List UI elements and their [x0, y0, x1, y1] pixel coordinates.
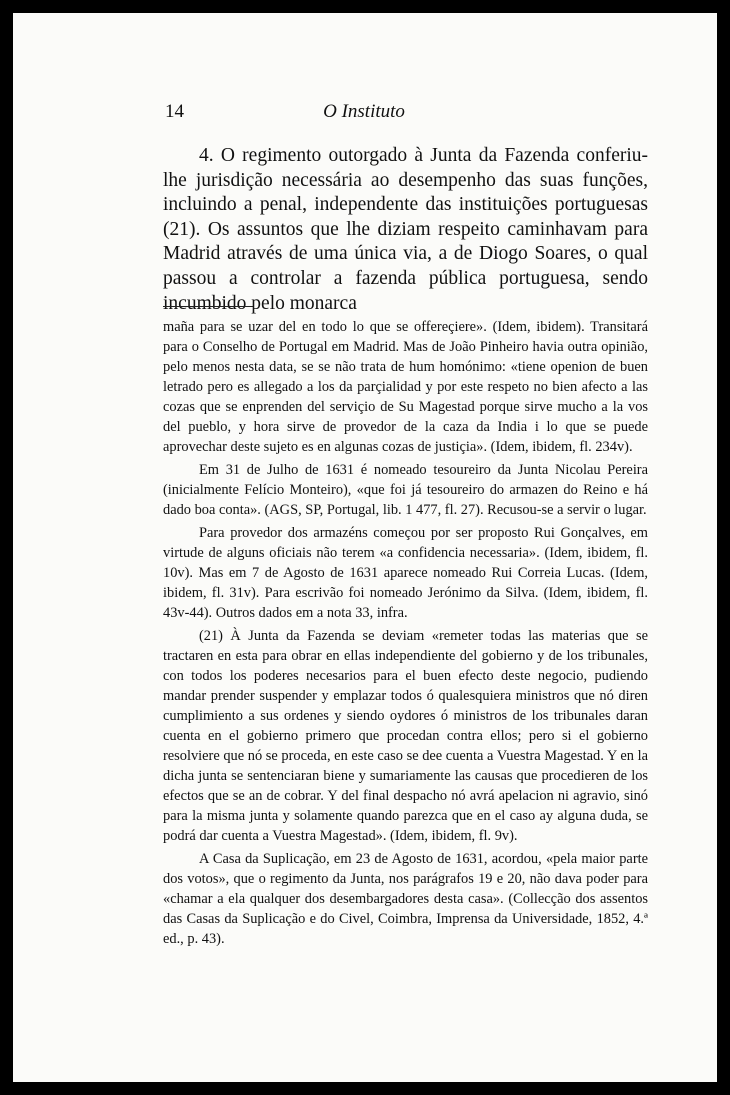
- footnote-paragraph-tesoureiro: Em 31 de Julho de 1631 é nomeado tesoureiro da Junta Nicolau Pereira (inicialmente Felício Monteiro), «que foi já tesoureiro do armazen do Reino e há dado boa conta». (AGS, SP, Portugal, lib. 1 477, fl. 27). Recusou-se a servir o lugar.: [163, 462, 648, 518]
- footnotes: [163, 317, 648, 949]
- page-header: [165, 101, 563, 131]
- footnote-paragraph-provedor: Para provedor dos armazéns começou por ser proposto Rui Gonçalves, em virtude de alguns oficiais não terem «a confidencia necessaria». (Idem, ibidem, fl. 10v). Mas em 7 de Agosto de 1631 aparece nomeado Rui Correia Lucas. (Idem, ibidem, fl. 31v). Para escrivão foi nomeado Jerónimo da Silva. (Idem, ibidem, fl. 43v-44). Outros dados em a nota 33, infra.: [163, 525, 648, 621]
- footnote-paragraph-casa: A Casa da Suplicação, em 23 de Agosto de 1631, acordou, «pela maior parte dos votos», que o regimento da Junta, nos parágrafos 19 e 20, não dava poder para «chamar a ela qualquer dos desembargadores desta casa». (Collecção dos assentos das Casas da Suplicação e do Civel, Coimbra, Imprensa da Universidade, 1852, 4.ª ed., p. 43).: [163, 851, 648, 947]
- body-paragraph: 4. O regimento outorgado à Junta da Fazenda conferiu-lhe jurisdição necessária ao desempenho das suas funções, incluindo a penal, independente das instituições portuguesas (21). Os assuntos que lhe diziam respeito caminhavam para Madrid através de uma única via, a de Diogo Soares, o qual passou a controlar a fazenda pública portuguesa, sendo incumbido pelo monarca: [163, 145, 648, 314]
- footnote-21: (21) À Junta da Fazenda se deviam «remeter todas las materias que se tractaren en esta para obrar en ellas independiente del gobierno y de los tribunales, con todos los poderes necesarios para el buen efecto deste negocio, pudiendo mandar prender suspender y emplazar todos ó qualesquiera ministros que nó diren cumplimiento a sus ordenes y siendo oydores ó ministros de los tribunales daran cuenta en el gobierno primero que procedan contra ellos; pero si el gobierno resolviere que nó se proceda, en este caso se dee cuenta a Vuestra Magestad. Y en la dicha junta se sentenciaran biene y sumariamente las causas que procedieren de los efectos que se an de cobrar. Y del final despacho nó avrá apelacion ni agravio, sinó para la misma junta y solamente quando parezca que en el caso ay alguna duda, se podrá dar cuenta a Vuestra Magestad». (Idem, ibidem, fl. 9v).: [163, 628, 648, 844]
- document-page: [13, 13, 717, 1082]
- page-number: 14: [165, 101, 184, 122]
- main-text: [163, 144, 648, 316]
- footnote-separator: [163, 306, 253, 307]
- running-title: O Instituto: [323, 101, 405, 122]
- footnote-continuation: maña para se uzar del en todo lo que se offereçiere». (Idem, ibidem). Transitará para o Conselho de Portugal em Madrid. Mas de João Pinheiro havia outra opinião, pelo menos nesta data, se se não trata de hum homónimo: «tiene openion de buen letrado pero es allegado a los da parçialidad y por este respeto no bien afecto a las cozas que se enprenden del serviçio de Su Magestad porque sirve mucho a la vos del pueblo, y hora sirve de provedor de la caza da India i lo que se puede aprovechar deste sujeto es en algunas cozas de justiçia». (Idem, ibidem, fl. 234v).: [163, 319, 648, 455]
